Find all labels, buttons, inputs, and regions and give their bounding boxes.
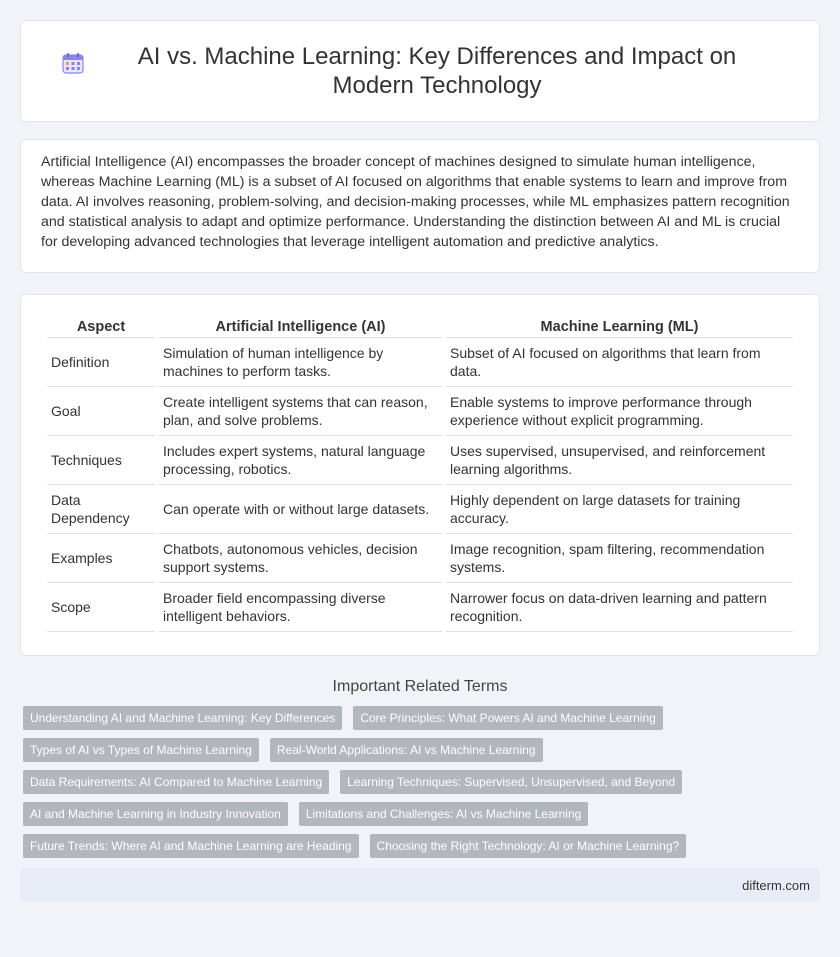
cell-ai: Chatbots, autonomous vehicles, decision support systems. (159, 534, 442, 583)
related-term-link[interactable]: Limitations and Challenges: AI vs Machine Learning (299, 802, 589, 826)
cell-ml: Subset of AI focused on algorithms that learn from data. (446, 338, 793, 387)
table-row (47, 338, 793, 387)
title-card (20, 20, 820, 122)
cell-ml: Image recognition, spam filtering, recommendation systems. (446, 534, 793, 583)
cell-ai: Can operate with or without large datasets. (159, 485, 442, 534)
comparison-table-card (20, 294, 820, 656)
cell-aspect: Techniques (47, 436, 155, 485)
related-term-link[interactable]: Learning Techniques: Supervised, Unsupervised, and Beyond (340, 770, 682, 794)
header-ai: Artificial Intelligence (AI) (159, 313, 442, 338)
comparison-table (43, 313, 797, 632)
cell-ml: Highly dependent on large datasets for training accuracy. (446, 485, 793, 534)
page-title: AI vs. Machine Learning: Key Differences and Impact on Modern Technology (137, 43, 737, 99)
table-row (47, 485, 793, 534)
cell-ai: Create intelligent systems that can reason, plan, and solve problems. (159, 387, 442, 436)
related-terms-list (20, 706, 820, 858)
header-ml: Machine Learning (ML) (446, 313, 793, 338)
footer-site-link[interactable]: difterm.com (742, 877, 810, 893)
title-wrap (61, 42, 779, 100)
related-term-link[interactable]: Choosing the Right Technology: AI or Machine Learning? (370, 834, 687, 858)
intro-card (20, 139, 820, 273)
header-aspect: Aspect (47, 313, 155, 338)
table-row (47, 436, 793, 485)
chip-row (20, 770, 820, 794)
table-row (47, 387, 793, 436)
chip-row (20, 834, 820, 858)
cell-aspect: Goal (47, 387, 155, 436)
related-term-link[interactable]: Data Requirements: AI Compared to Machine Learning (23, 770, 329, 794)
related-term-link[interactable]: Types of AI vs Types of Machine Learning (23, 738, 259, 762)
cell-ai: Includes expert systems, natural language processing, robotics. (159, 436, 442, 485)
cell-aspect: Examples (47, 534, 155, 583)
cell-ml: Uses supervised, unsupervised, and reinforcement learning algorithms. (446, 436, 793, 485)
cell-ml: Enable systems to improve performance through experience without explicit programming. (446, 387, 793, 436)
table-row (47, 583, 793, 632)
calendar-icon (61, 51, 85, 75)
intro-paragraph: Artificial Intelligence (AI) encompasses the broader concept of machines designed to simulate human intelligence, whereas Machine Learning (ML) is a subset of AI focused on algorithms that enable systems to learn and improve from data. AI involves reasoning, problem-solving, and decision-making processes, while ML emphasizes pattern recognition and statistical analysis to adapt and optimize performance. Understanding the distinction between AI and ML is crucial for developing advanced technologies that leverage intelligent automation and predictive analytics. (41, 154, 790, 250)
related-term-link[interactable]: Core Principles: What Powers AI and Machine Learning (353, 706, 662, 730)
footer (20, 868, 820, 902)
table-row (47, 534, 793, 583)
cell-ai: Simulation of human intelligence by machines to perform tasks. (159, 338, 442, 387)
table-header-row (47, 313, 793, 338)
cell-aspect: Definition (47, 338, 155, 387)
cell-ml: Narrower focus on data-driven learning and pattern recognition. (446, 583, 793, 632)
cell-aspect: Data Dependency (47, 485, 155, 534)
related-term-link[interactable]: Real-World Applications: AI vs Machine Learning (270, 738, 543, 762)
chip-row (20, 802, 820, 826)
chip-row (20, 738, 820, 762)
cell-aspect: Scope (47, 583, 155, 632)
related-term-link[interactable]: AI and Machine Learning in Industry Innovation (23, 802, 288, 826)
related-term-link[interactable]: Understanding AI and Machine Learning: Key Differences (23, 706, 342, 730)
related-term-link[interactable]: Future Trends: Where AI and Machine Learning are Heading (23, 834, 359, 858)
related-terms-heading: Important Related Terms (332, 678, 508, 695)
cell-ai: Broader field encompassing diverse intelligent behaviors. (159, 583, 442, 632)
chip-row (20, 706, 820, 730)
